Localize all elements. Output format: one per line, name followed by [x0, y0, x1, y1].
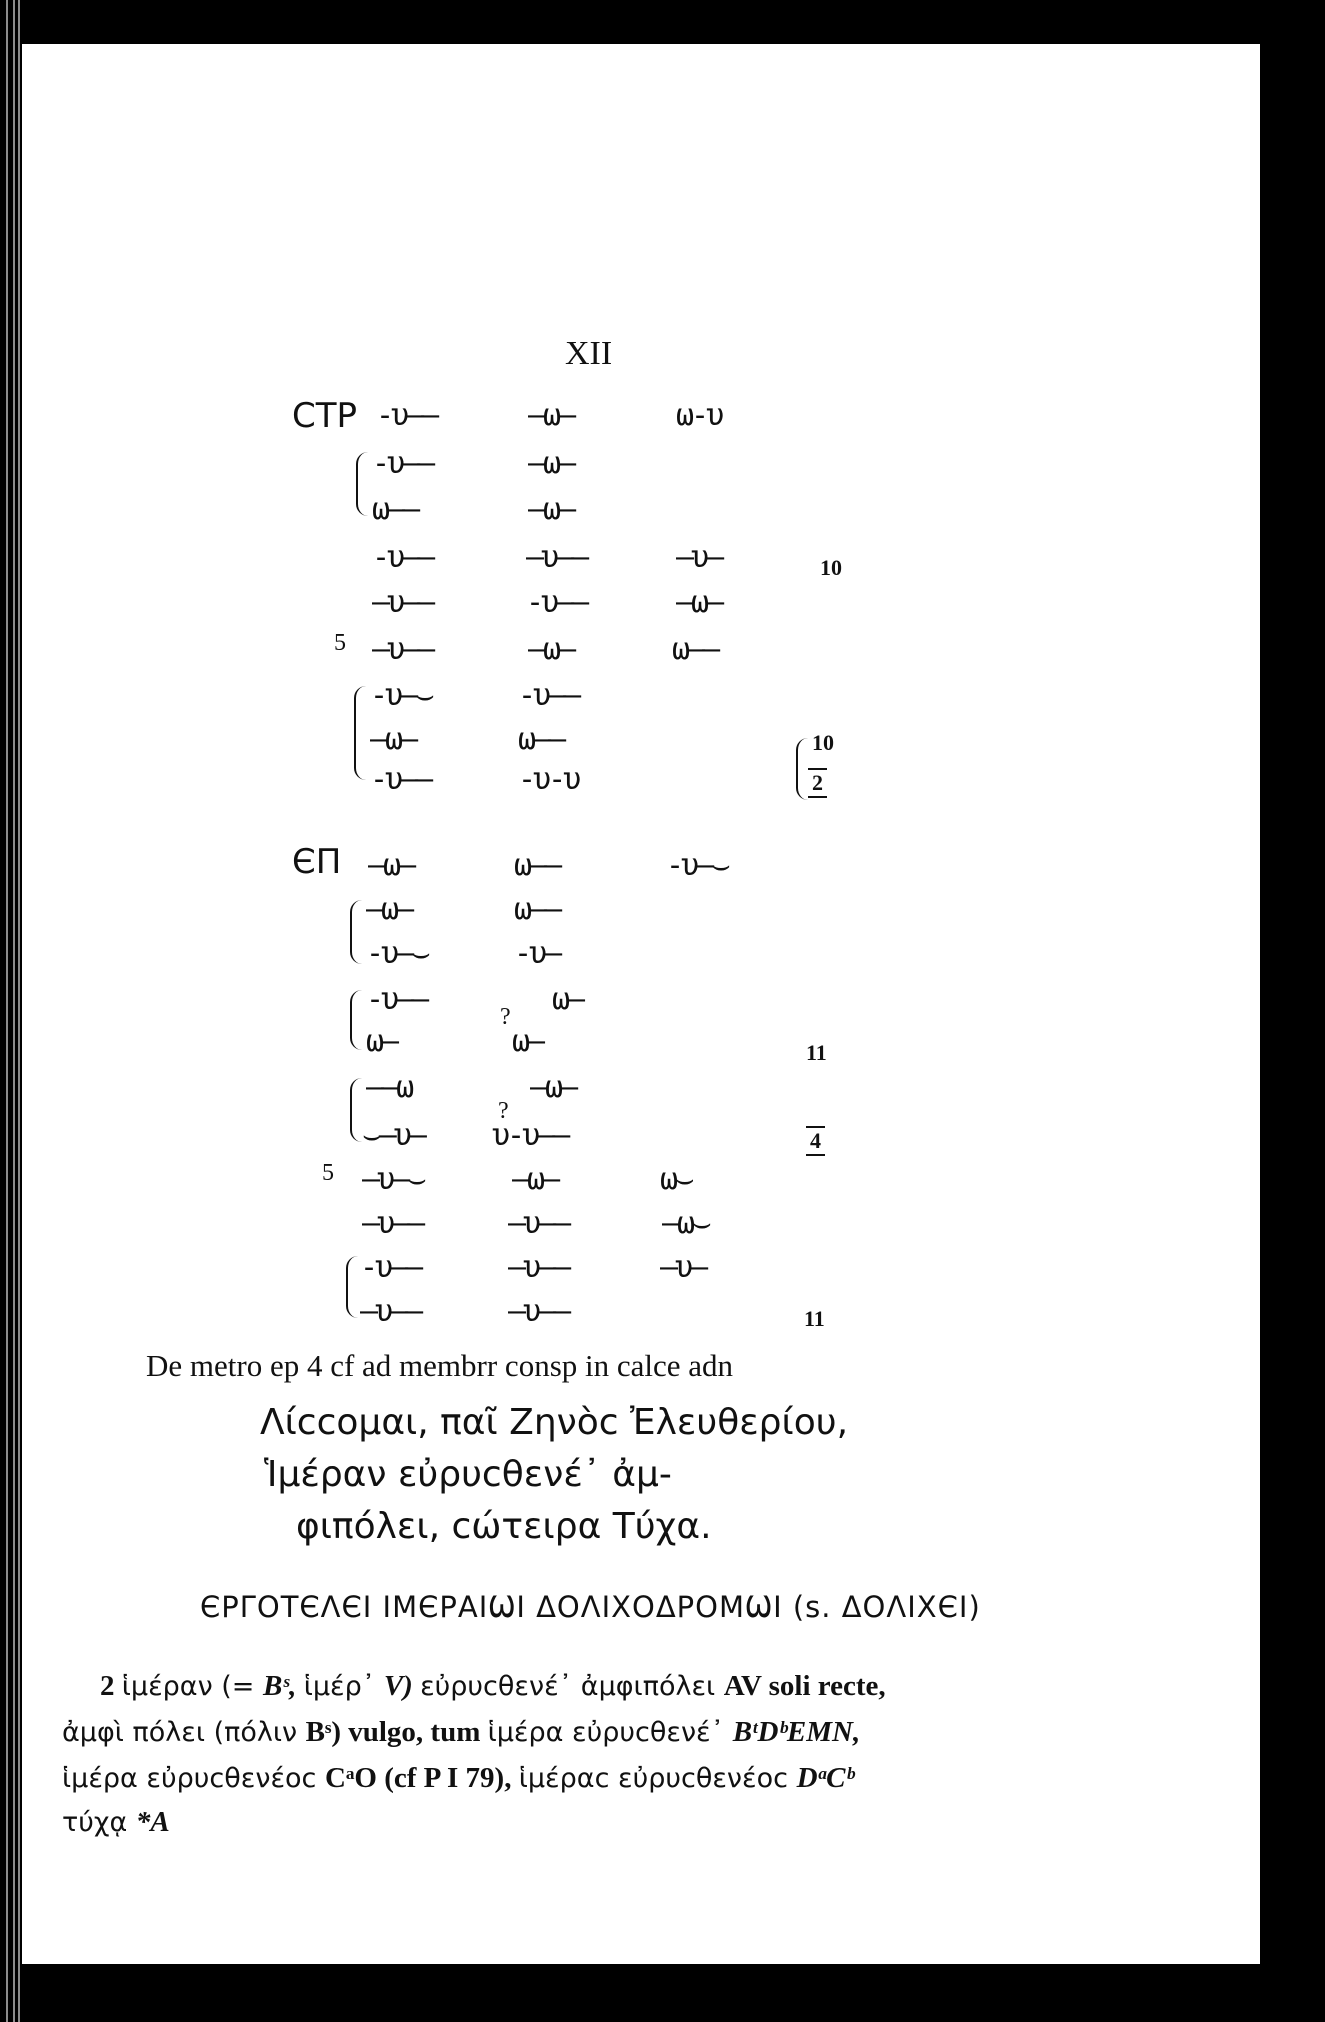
- metre-str-9a: -υ——: [370, 762, 431, 797]
- greek-line-3: φιπόλει, cώτειρα Τύχα.: [296, 1506, 712, 1547]
- apparatus-text: ἱμέραc εὐρυcθενέοc: [518, 1763, 797, 1794]
- apparatus-text: 2: [100, 1670, 122, 1702]
- apparatus-text: Bˢ) vulgo, tum: [305, 1716, 488, 1748]
- boxed-number: 4: [806, 1126, 825, 1156]
- metre-ep-3a: -υ—⌣: [366, 936, 428, 971]
- brace: [350, 1078, 362, 1142]
- apparatus-text: τύχᾳ: [62, 1807, 136, 1838]
- metre-str-4b: —υ——: [526, 540, 587, 575]
- metre-ep-6a: ——ω: [366, 1070, 412, 1105]
- book-spine: [0, 0, 22, 2022]
- greek-line-2: Ἱμέραν εὐρυcθενέ᾽ ἀμ-: [264, 1454, 672, 1495]
- brace: [346, 1256, 358, 1318]
- metre-ep-1b: ω——: [514, 848, 560, 883]
- brace: [350, 900, 362, 964]
- metre-ep-10c: —υ—: [660, 1250, 706, 1285]
- metre-ep-11b: —υ——: [508, 1294, 569, 1329]
- apparatus-text: ἀμφὶ πόλει (πόλιν: [62, 1717, 306, 1748]
- metre-str-6a: —υ——: [372, 632, 433, 667]
- apparatus-line-1: [62, 1670, 1082, 1703]
- metre-str-4c: —υ—: [676, 540, 722, 575]
- page-number: XII: [565, 335, 613, 372]
- metre-ep-4b: ω—: [552, 982, 583, 1017]
- metre-str-5b: -υ——: [526, 585, 587, 620]
- metre-str-5a: —υ——: [372, 585, 433, 620]
- apparatus-text: ἱμέρα εὐρυcθενέοc: [62, 1763, 325, 1794]
- metre-ep-9c: —ω⌣: [662, 1206, 709, 1241]
- apparatus-text: εὐρυcθενέ᾽ ἀμφιπόλει: [420, 1671, 724, 1702]
- apparatus-text: CᵃO (cf P I 79),: [325, 1762, 519, 1794]
- apparatus-text: ἱμέρα εὐρυcθενέ᾽: [487, 1717, 733, 1748]
- apparatus-text: *A: [135, 1806, 170, 1838]
- metre-str-9b: -υ-υ: [518, 762, 579, 797]
- metre-str-1c: ω-υ: [676, 398, 722, 433]
- metre-str-1b: —ω—: [528, 398, 574, 433]
- metre-ep-7b: υ-υ——: [492, 1118, 568, 1153]
- metre-ep-2a: —ω—: [366, 892, 412, 927]
- metre-note: De metro ep 4 cf ad membrr consp in calce adn: [146, 1348, 734, 1383]
- apparatus-text: ἱμέραν (=: [121, 1671, 263, 1702]
- metre-str-7b: -υ——: [518, 678, 579, 713]
- metre-ep-6b: —ω—: [530, 1070, 576, 1105]
- metre-ep-5a: ω—: [366, 1024, 397, 1059]
- line-number: 5: [322, 1160, 334, 1186]
- margin-number: 10: [820, 555, 842, 580]
- metre-str-3a: ω——: [372, 492, 418, 527]
- apparatus-text: BᵗDᵇEMN,: [732, 1716, 861, 1748]
- greek-line-1: Λίccομαι, παῖ Ζηνὸc Ἐλευθερίου,: [260, 1402, 849, 1443]
- metre-ep-10a: -υ——: [360, 1250, 421, 1285]
- metre-ep-9a: —υ——: [362, 1206, 423, 1241]
- margin-number: 11: [806, 1040, 827, 1065]
- apparatus-text: DᵃCᵇ: [796, 1762, 854, 1794]
- metre-str-7a: -υ—⌣: [370, 678, 432, 713]
- metre-ep-8a: —υ—⌣: [362, 1162, 424, 1197]
- metre-str-6c: ω——: [672, 632, 718, 667]
- metre-ep-9b: —υ——: [508, 1206, 569, 1241]
- margin-number: 10: [812, 730, 834, 755]
- metre-str-2a: -υ——: [372, 446, 433, 481]
- metre-str-2b: —ω—: [528, 446, 574, 481]
- metre-str-3b: —ω—: [528, 492, 574, 527]
- metre-ep-1a: —ω—: [368, 848, 414, 883]
- apparatus-text: Bˢ,: [263, 1670, 304, 1702]
- apparatus-line-4: [62, 1806, 1082, 1839]
- margin-number: 11: [804, 1306, 825, 1331]
- apparatus-text: ἱμέρ᾽: [303, 1671, 384, 1702]
- metre-ep-11a: —υ——: [360, 1294, 421, 1329]
- apparatus-line-2: [62, 1716, 1082, 1749]
- metre-ep-1c: -υ—⌣: [666, 848, 728, 883]
- metre-str-5c: —ω—: [676, 585, 722, 620]
- query-mark: ?: [498, 1098, 509, 1124]
- metre-ep-5b: ω—: [512, 1024, 543, 1059]
- metre-ep-2b: ω——: [514, 892, 560, 927]
- metre-ep-8b: —ω—: [512, 1162, 558, 1197]
- metre-str-8b: ω——: [518, 722, 564, 757]
- metre-ep-8c: ω⌣: [660, 1162, 692, 1197]
- epode-label: ЄП: [292, 842, 342, 882]
- query-mark: ?: [500, 1004, 511, 1030]
- metre-str-1a: -υ——: [376, 398, 437, 433]
- apparatus-line-3: [62, 1762, 1082, 1795]
- metre-ep-4a: -υ——: [366, 982, 427, 1017]
- apparatus-text: AV soli recte,: [723, 1670, 886, 1702]
- line-number: 5: [334, 630, 346, 656]
- metre-ep-7a: ⌣—υ—: [362, 1118, 424, 1153]
- metre-ep-3b: -υ—: [514, 936, 560, 971]
- metre-str-6b: —ω—: [528, 632, 574, 667]
- strophe-label: СТР: [292, 396, 358, 436]
- brace: [356, 452, 368, 516]
- boxed-number: 2: [808, 768, 827, 798]
- metre-ep-10b: —υ——: [508, 1250, 569, 1285]
- brace: [354, 686, 366, 780]
- metre-str-8a: —ω—: [370, 722, 416, 757]
- apparatus-text: V): [383, 1670, 421, 1702]
- brace: [350, 990, 362, 1050]
- metre-str-4a: -υ——: [372, 540, 433, 575]
- brace: [796, 738, 808, 800]
- ode-heading: ЄΡΓΟΤЄΛЄΙ ΙΜЄΡΑΙѠΙ ΔΟΛΙΧΟΔΡΟΜѠΙ (s. ΔΟΛΙΧЄΙ): [200, 1590, 981, 1624]
